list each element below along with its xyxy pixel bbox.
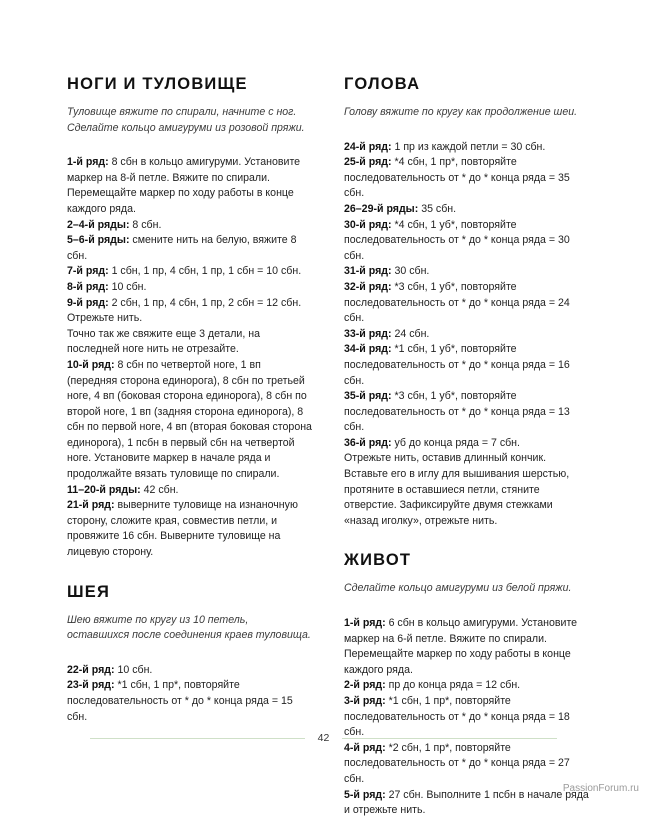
row-label: 26–29-й ряды: [344,202,419,215]
instruction-row [344,280,589,327]
row-label: 7-й ряд: [67,265,109,278]
row-label: 1-й ряд: [67,156,109,169]
row-text: пр до конца ряда = 12 сбн. [385,679,521,692]
row-text: 1 сбн, 1 пр, 4 сбн, 1 пр, 1 сбн = 10 сбн. [108,265,302,278]
row-label: 3-й ряд: [344,695,386,707]
row-label: 21-й ряд: [67,499,115,512]
instruction-row [344,140,589,156]
row-label: 36-й ряд: [344,436,392,449]
row-text: 42 сбн. [140,483,179,496]
instruction-row [67,264,312,280]
instruction-row [344,155,589,202]
row-label: 23-й ряд: [67,679,115,692]
row-text: 6 сбн в кольцо амигуруми. Установите маркер на 6-й петле. Вяжите по спирали. Перемещайте маркер по ходу работы в конце каждого ряда. [344,617,578,676]
row-label: 2-й ряд: [344,679,386,692]
section-intro-legs-body: Туловище вяжите по спирали, начните с ног. Сделайте кольцо амигуруми из розовой пряжи. [67,106,305,134]
row-text: *4 сбн, 1 пр*, повторяйте последовательность от * до * конца ряда = 35 сбн. [344,156,570,200]
instruction-row [344,451,589,529]
row-label: 31-й ряд: [344,265,392,278]
row-text: 2 сбн, 1 пр, 4 сбн, 1 пр, 2 сбн = 12 сбн. Отрежьте нить. [67,296,302,325]
rows-neck [67,663,312,725]
row-text: *1 сбн, 1 пр*, повторяйте последовательность от * до * конца ряда = 15 сбн. [67,679,293,723]
instruction-row [67,233,312,264]
instruction-row [67,296,312,327]
row-label: 8-й ряд: [67,280,109,293]
instruction-row [344,342,589,389]
section-intro-neck: Шею вяжите по кругу из 10 петель, оставшихся после соединения краев туловища. [67,613,311,642]
instruction-row [344,741,589,788]
row-text: *3 сбн, 1 уб*, повторяйте последовательность от * до * конца ряда = 13 сбн. [344,390,570,434]
instruction-row [67,327,312,358]
row-text: 8 сбн. [129,218,162,231]
watermark: PassionForum.ru [562,783,639,794]
instruction-row [67,280,312,296]
instruction-row [67,663,312,679]
instruction-row [67,483,312,499]
rows-legs-body [67,155,312,560]
row-label: 25-й ряд: [344,156,392,169]
row-text: 27 сбн. Выполните 1 псбн в начале ряда и отрежьте нить. [344,788,589,817]
instruction-row [67,155,312,217]
instruction-row [344,327,589,343]
instruction-row [344,678,589,694]
page-number: 42 [317,732,330,744]
instruction-row [344,264,589,280]
row-text: 35 сбн. [418,202,457,215]
instruction-row [344,436,589,452]
row-text: *1 сбн, 1 пр*, повторяйте последовательность от * до * конца ряда = 18 сбн. [344,695,570,739]
instruction-row [344,202,589,218]
section-title-legs-body: НОГИ И ТУЛОВИЩЕ [67,75,248,93]
row-text: 8 сбн в кольцо амигуруми. Установите маркер на 8-й петле. Вяжите по спирали. Перемещайте маркер по ходу работы в конце каждого ряда. [67,156,301,215]
row-text: смените нить на белую, вяжите 8 сбн. [67,234,297,262]
row-text: *1 сбн, 1 уб*, повторяйте последовательность от * до * конца ряда = 16 сбн. [344,343,570,387]
row-text: Точно так же свяжите еще 3 детали, на последней ноге нить не отрезайте. [67,327,260,356]
row-text: 1 пр из каждой петли = 30 сбн. [391,140,546,153]
row-text: уб до конца ряда = 7 сбн. [391,436,520,449]
row-text: 10 сбн. [108,280,147,293]
row-text: *3 сбн, 1 уб*, повторяйте последовательность от * до * конца ряда = 24 сбн. [344,280,570,325]
rows-belly [344,616,589,819]
row-label: 5-й ряд: [344,788,386,801]
instruction-row [344,218,589,265]
row-text: *2 сбн, 1 пр*, повторяйте последовательность от * до * конца ряда = 27 сбн. [344,741,570,785]
row-label: 11–20-й ряды: [67,483,141,496]
row-label: 5–6-й ряды: [67,234,130,247]
row-label: 10-й ряд: [67,358,115,371]
row-text: 8 сбн по четвертой ноге, 1 вп (передняя сторона единорога), 8 сбн по третьей ноге, 4 вп (боковая сторона единорога), 8 сбн по второй ноге, 1 вп (задняя сторона единорога), 8 сбн по первой ноге, 4 вп (вторая боковая сторона единорога), 1 псбн в первый сбн на четвертой ноге. Установите маркер в начале ряда и продолжайте вязать туловище по спирали. [67,358,312,481]
section-intro-belly: Сделайте кольцо амигуруми из белой пряжи. [344,582,572,595]
row-text: 10 сбн. [114,663,153,676]
row-label: 9-й ряд: [67,296,109,309]
row-label: 30-й ряд: [344,218,392,231]
instruction-row [67,678,312,725]
section-title-belly: ЖИВОТ [344,551,412,570]
right-column [344,74,589,819]
instruction-row [67,358,312,483]
instruction-row [344,389,589,436]
row-text: 24 сбн. [391,327,430,340]
row-text: выверните туловище на изнаночную сторону, сложите края, совместив петли, и провяжите 16 сбн. Выверните туловище на лицевую сторону. [67,499,298,559]
section-intro-head: Голову вяжите по кругу как продолжение шеи. [344,106,578,118]
instruction-row [67,218,312,234]
instruction-row [344,788,589,819]
instruction-row [67,498,312,560]
row-label: 22-й ряд: [67,663,115,676]
section-title-head: ГОЛОВА [344,75,421,93]
row-text: Отрежьте нить, оставив длинный кончик. Вставьте его в иглу для вышивания шерстью, протяните в оставшиеся петли, стяните отверстие. Зафиксируйте двумя стежками «назад иголку», отрежьте нить. [344,452,570,527]
instruction-row [344,616,589,678]
row-label: 33-й ряд: [344,327,392,340]
row-label: 4-й ряд: [344,741,386,754]
left-column [67,74,312,725]
row-label: 1-й ряд: [344,617,386,630]
row-text: 30 сбн. [391,265,430,278]
row-label: 32-й ряд: [344,280,392,293]
rows-head [344,140,589,530]
row-label: 35-й ряд: [344,390,392,403]
row-label: 2–4-й ряды: [67,218,130,231]
row-text: *4 сбн, 1 уб*, повторяйте последовательность от * до * конца ряда = 30 сбн. [344,218,570,262]
row-label: 34-й ряд: [344,343,392,356]
row-label: 24-й ряд: [344,140,392,153]
section-title-neck: ШЕЯ [67,582,111,601]
